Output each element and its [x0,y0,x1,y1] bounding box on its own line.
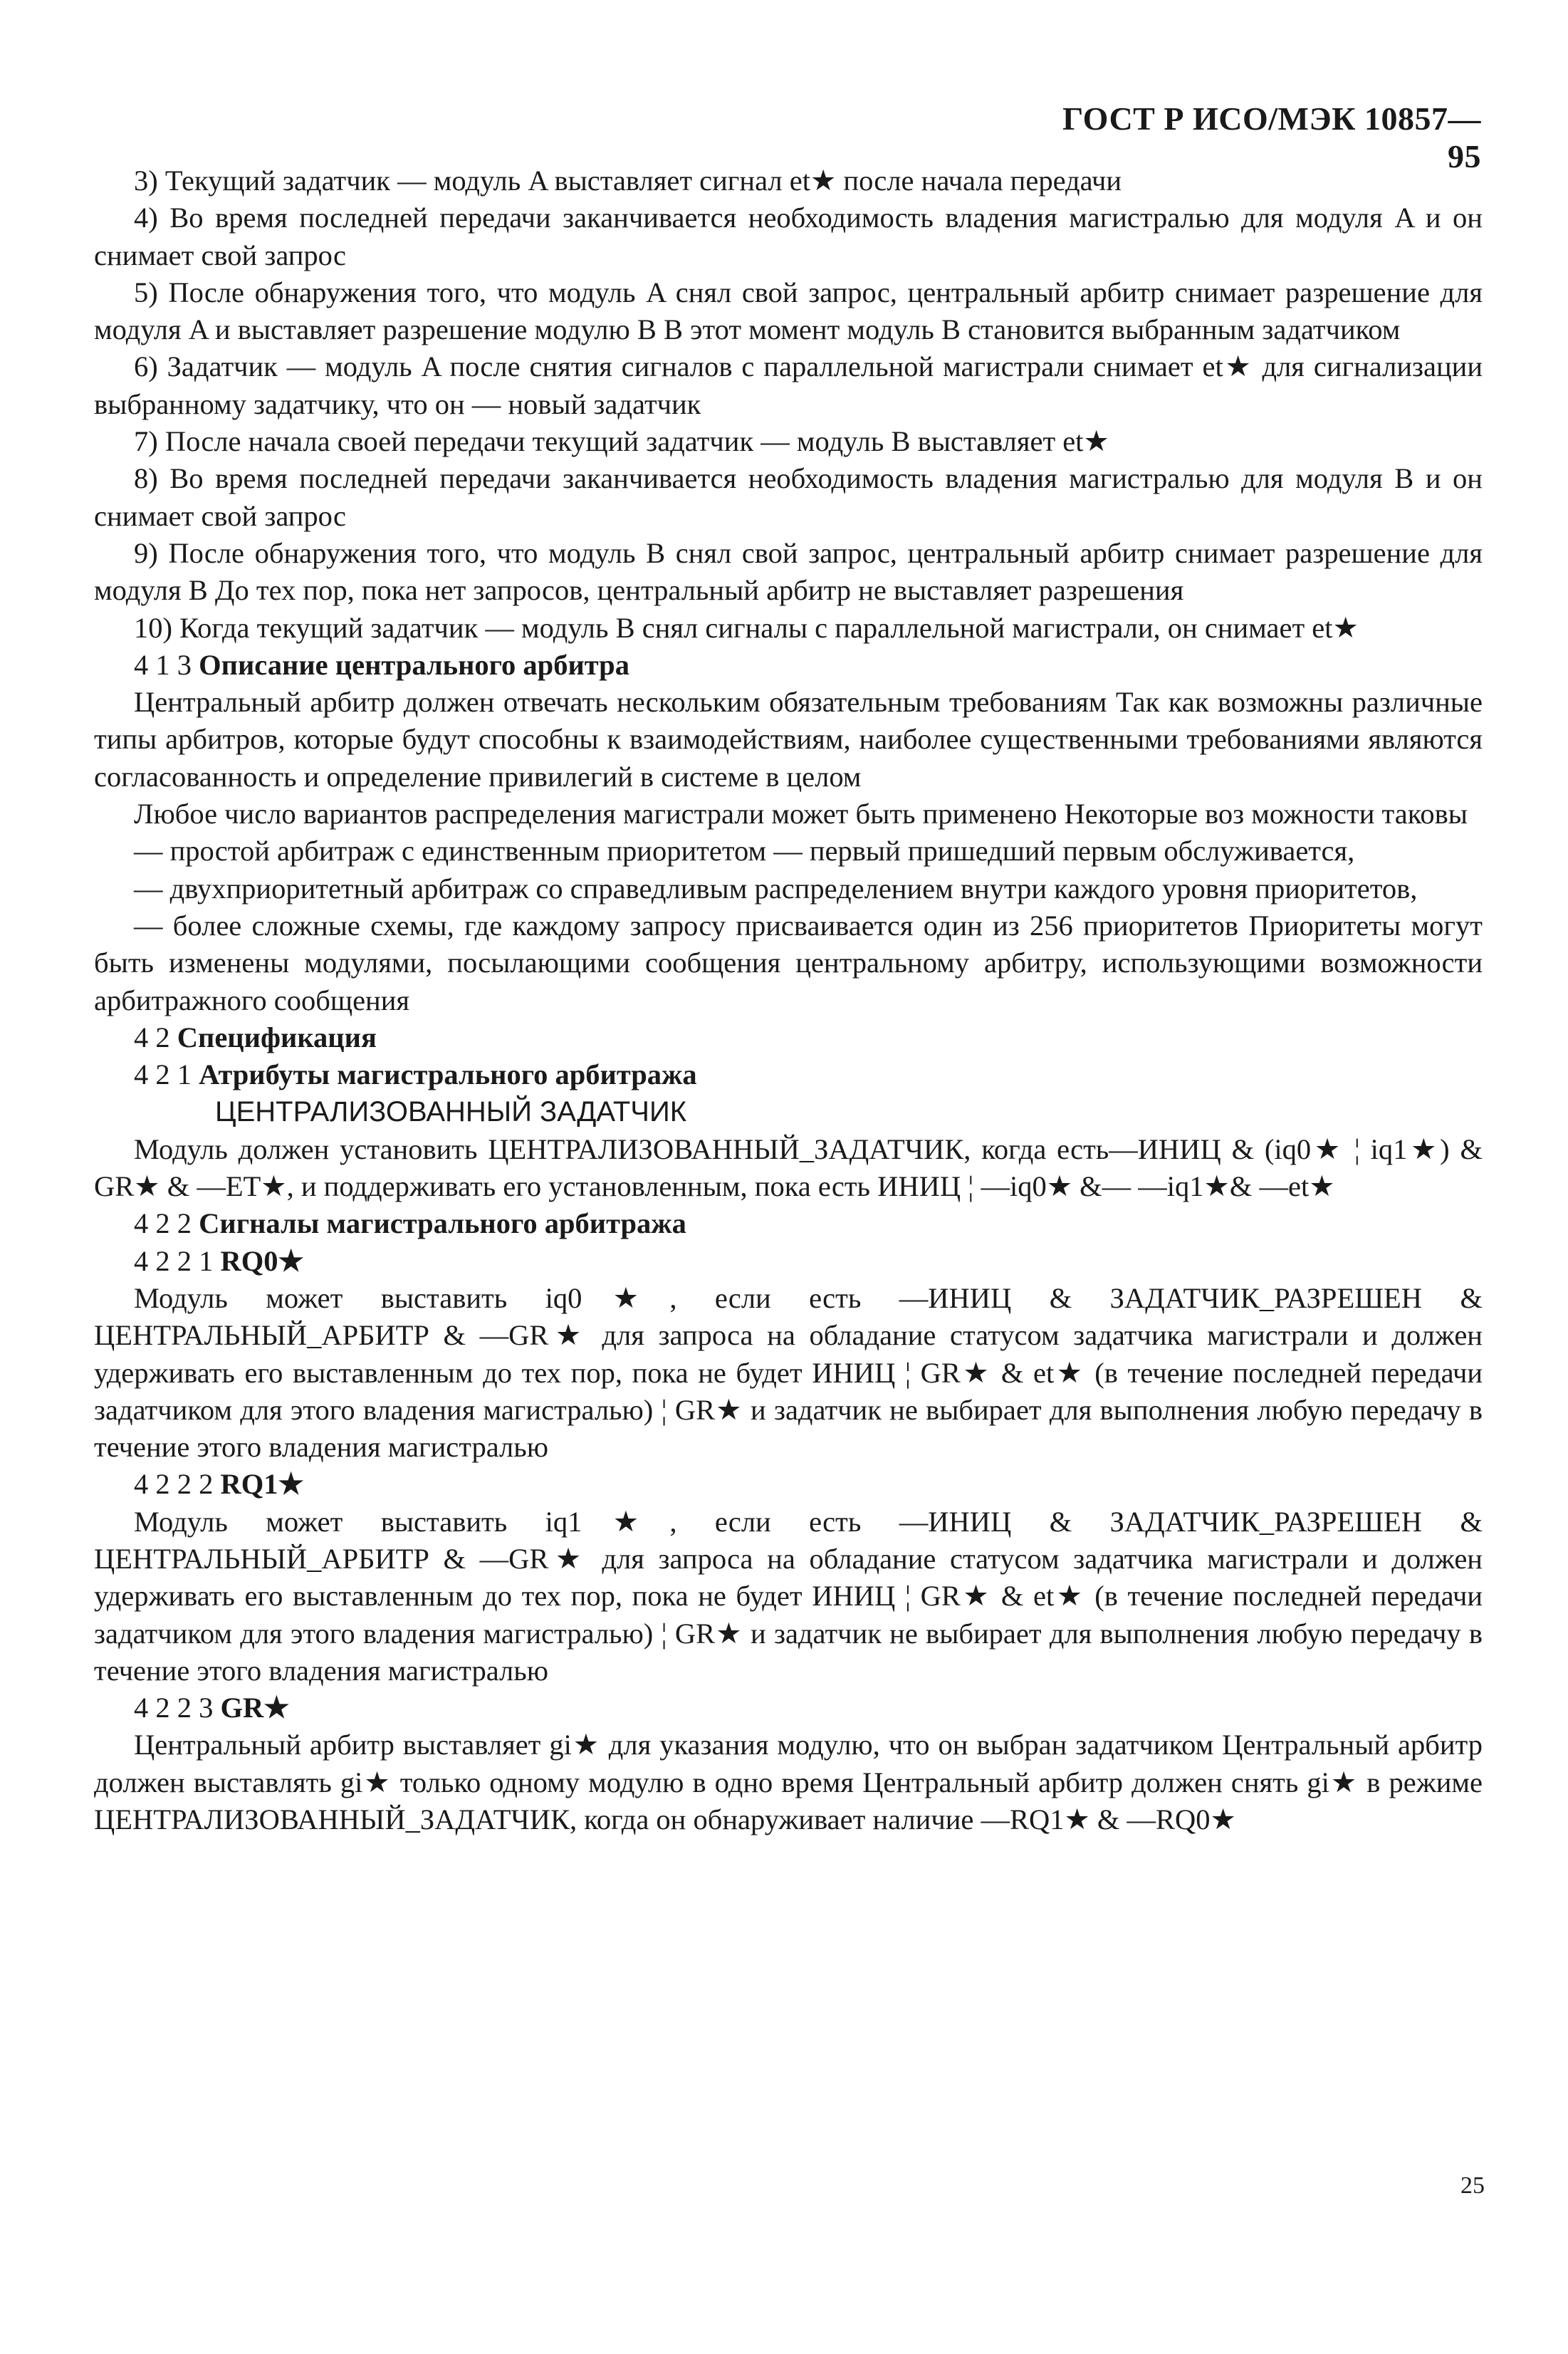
paragraph-step-9: 9) После обнаружения того, что модуль B снял свой запрос, центральный арбитр снимает разрешение для модуля B До тех пор, пока нет запросов, центральный арбитр не выставляет разрешения [94,536,1483,607]
section-title: Сигналы магистрального арбитража [199,1207,686,1240]
document-header: ГОСТ Р ИСО/МЭК 10857—95 [1062,100,1481,175]
attribute-name: ЦЕНТРАЛИЗОВАННЫЙ ЗАДАТЧИК [215,1096,687,1128]
section-title: Спецификация [177,1021,377,1053]
section-heading-4-2-1 [94,1056,1483,1093]
paragraph-step-5: 5) После обнаружения того, что модуль A снял свой запрос, центральный арбитр снимает разрешение для модуля A и выставляет разрешение модулю B В этот момент модуль B становится выбранным задатчиком [94,276,1483,346]
section-number: 4 2 [134,1021,170,1053]
paragraph-step-7: 7) После начала своей передачи текущий задатчик — модуль B выставляет et★ [134,425,1109,458]
section-title: Атрибуты магистрального арбитража [199,1058,697,1091]
paragraph-rq0-definition: Модуль может выставить iq0★, если есть —ИНИЦ & ЗАДАТЧИК_РАЗРЕШЕН & ЦЕНТРАЛЬНЫЙ_АРБИТР & —GR★ для запроса на обладание статусом задатчика магистрали и должен удерживать его выставленным до тех пор, пока не будет ИНИЦ ¦ GR★ & et★ (в течение последней передачи задатчиком для этого владения магистралью) ¦ GR★ и задатчик не выбирает для выполнения любую передачу в течение этого владения магистралью [94,1281,1483,1464]
paragraph-step-6: 6) Задатчик — модуль A после снятия сигналов с параллельной магистрали снимает et★ для сигнализации выбранному задатчику, что он — новый задатчик [94,350,1483,420]
paragraph-variants: Любое число вариантов распределения магистрали может быть применено Некоторые воз можности таковы [134,798,1468,830]
section-title: RQ1★ [220,1468,304,1501]
paragraph-arbiter-requirements: Центральный арбитр должен отвечать нескольким обязательным требованиям Так как возможны различные типы арбитров, которые будут способны к взаимодействиям, наиболее существенными требованиями являются согласованность и определение привилегий в системе в целом [94,686,1483,793]
paragraph-step-8: 8) Во время последней передачи заканчивается необходимость владения магистралью для модуля B и он снимает свой запрос [94,462,1483,532]
section-number: 4 2 2 1 [134,1244,214,1277]
section-number: 4 2 2 [134,1207,192,1240]
paragraph-attribute-definition: Модуль должен установить ЦЕНТРАЛИЗОВАННЫЙ_ЗАДАТЧИК, когда есть—ИНИЦ & (iq0★ ¦ iq1★) & GR★ & —ET★, и поддерживать его установленным, пока есть ИНИЦ ¦ —iq0★ &— —iq1★& —et★ [94,1132,1483,1203]
section-heading-4-2-2-3 [94,1689,1483,1727]
document-body [94,162,1483,1838]
section-title: Описание центрального арбитра [199,648,629,681]
section-title: RQ0★ [220,1244,304,1277]
section-number: 4 2 1 [134,1058,192,1091]
paragraph-step-3: 3) Текущий задатчик — модуль A выставляет сигнал et★ после начала передачи [134,165,1122,197]
section-heading-4-2-2-2 [94,1466,1483,1503]
section-title: GR★ [220,1692,290,1724]
section-heading-4-2 [94,1019,1483,1056]
list-item-two-priority: — двухприоритетный арбитраж со справедливым распределением внутри каждого уровня приоритетов, [134,872,1418,905]
list-item-complex-schemes: — более сложные схемы, где каждому запросу присваивается один из 256 приоритетов Приоритеты могут быть изменены модулями, посылающими сообщения центральному арбитру, использующими возможности арбитражного сообщения [94,909,1483,1016]
section-number: 4 1 3 [134,648,192,681]
paragraph-gr-definition: Центральный арбитр выставляет gi★ для указания модулю, что он выбран задатчиком Центральный арбитр должен выставлять gi★ только одному модулю в одно время Центральный арбитр должен снять gi★ в режиме ЦЕНТРАЛИЗОВАННЫЙ_ЗАДАТЧИК, когда он обнаруживает наличие —RQ1★ & —RQ0★ [94,1729,1483,1836]
page-number: 25 [1460,2172,1485,2199]
section-heading-4-2-2-1 [94,1243,1483,1280]
list-item-simple-arbitration: — простой арбитраж с единственным приоритетом — первый пришедший первым обслуживается, [134,835,1355,868]
section-number: 4 2 2 3 [134,1692,214,1724]
section-number: 4 2 2 2 [134,1468,214,1501]
paragraph-step-4: 4) Во время последней передачи заканчивается необходимость владения магистралью для модуля A и он снимает свой запрос [94,202,1483,271]
paragraph-step-10: 10) Когда текущий задатчик — модуль B снял сигналы с параллельной магистрали, он снимает et★ [134,611,1359,644]
paragraph-rq1-definition: Модуль может выставить iq1★, если есть —ИНИЦ & ЗАДАТЧИК_РАЗРЕШЕН & ЦЕНТРАЛЬНЫЙ_АРБИТР & —GR★ для запроса на обладание статусом задатчика магистрали и должен удерживать его выставленным до тех пор, пока не будет ИНИЦ ¦ GR★ & et★ (в течение последней передачи задатчиком для этого владения магистралью) ¦ GR★ и задатчик не выбирает для выполнения любую передачу в течение этого владения магистралью [94,1505,1483,1687]
section-heading-4-2-2 [94,1205,1483,1242]
section-heading-4-1-3 [94,647,1483,684]
